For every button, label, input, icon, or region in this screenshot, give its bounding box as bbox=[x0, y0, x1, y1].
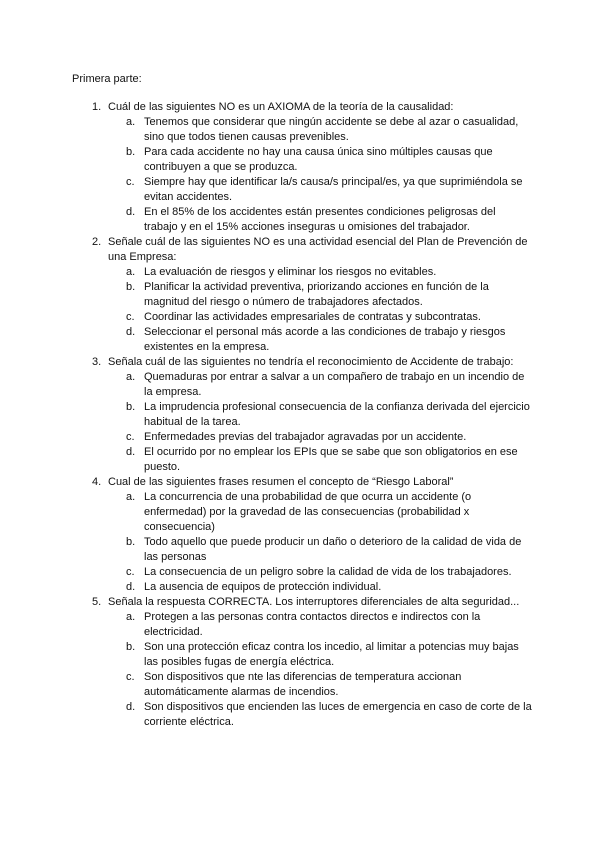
option-d bbox=[108, 445, 532, 475]
option-b bbox=[108, 145, 532, 175]
option-list bbox=[108, 490, 532, 595]
option-list bbox=[108, 370, 532, 475]
option-text: Para cada accidente no hay una causa única sino múltiples causas que contribuyen a que se produzca. bbox=[144, 146, 493, 173]
option-text: Seleccionar el personal más acorde a las condiciones de trabajo y riesgos existentes en la empresa. bbox=[144, 326, 506, 353]
option-letter: d. bbox=[126, 581, 136, 593]
option-d bbox=[108, 700, 532, 730]
question-3 bbox=[72, 355, 532, 475]
option-a bbox=[108, 610, 532, 640]
option-c bbox=[108, 670, 532, 700]
option-c bbox=[108, 175, 532, 205]
option-letter: b. bbox=[126, 401, 136, 413]
question-5 bbox=[72, 595, 532, 730]
option-b bbox=[108, 640, 532, 670]
option-list bbox=[108, 115, 532, 235]
option-list bbox=[108, 265, 532, 355]
option-text: Son dispositivos que nte las diferencias de temperatura accionan automáticamente alarmas de incendios. bbox=[144, 671, 462, 698]
option-letter: b. bbox=[126, 536, 136, 548]
option-letter: a. bbox=[126, 611, 136, 623]
option-b bbox=[108, 280, 532, 310]
option-letter: c. bbox=[126, 311, 135, 323]
option-d bbox=[108, 325, 532, 355]
option-text: Planificar la actividad preventiva, priorizando acciones en función de la magnitud del riesgo o número de trabajadores afectados. bbox=[144, 281, 489, 308]
question-4 bbox=[72, 475, 532, 595]
option-list bbox=[108, 610, 532, 730]
option-text: Todo aquello que puede producir un daño o deterioro de la calidad de vida de las personas bbox=[144, 536, 522, 563]
question-1 bbox=[72, 100, 532, 235]
question-text: Señala cuál de las siguientes no tendría el reconocimiento de Accidente de trabajo: bbox=[108, 356, 514, 368]
option-letter: c. bbox=[126, 671, 135, 683]
option-text: Enfermedades previas del trabajador agravadas por un accidente. bbox=[144, 431, 467, 443]
option-letter: d. bbox=[126, 701, 136, 713]
option-d bbox=[108, 205, 532, 235]
option-a bbox=[108, 265, 532, 280]
question-text: Cual de las siguientes frases resumen el concepto de “Riesgo Laboral” bbox=[108, 476, 454, 488]
question-text: Señale cuál de las siguientes NO es una actividad esencial del Plan de Prevención de una Empresa: bbox=[108, 236, 528, 263]
option-text: La ausencia de equipos de protección individual. bbox=[144, 581, 382, 593]
option-b bbox=[108, 400, 532, 430]
option-a bbox=[108, 115, 532, 145]
question-number: 5. bbox=[92, 596, 102, 608]
option-text: Coordinar las actividades empresariales de contratas y subcontratas. bbox=[144, 311, 481, 323]
question-number: 3. bbox=[92, 356, 102, 368]
question-number: 1. bbox=[92, 101, 102, 113]
option-text: La consecuencia de un peligro sobre la calidad de vida de los trabajadores. bbox=[144, 566, 512, 578]
question-text: Señala la respuesta CORRECTA. Los interruptores diferenciales de alta seguridad... bbox=[108, 596, 520, 608]
option-text: Son una protección eficaz contra los incedio, al limitar a potencias muy bajas las posibles fugas de energía eléctrica. bbox=[144, 641, 519, 668]
option-letter: c. bbox=[126, 566, 135, 578]
option-a bbox=[108, 490, 532, 535]
option-text: En el 85% de los accidentes están presentes condiciones peligrosas del trabajo y en el 15% acciones inseguras u omisiones del trabajador. bbox=[144, 206, 496, 233]
option-letter: d. bbox=[126, 446, 136, 458]
question-text: Cuál de las siguientes NO es un AXIOMA de la teoría de la causalidad: bbox=[108, 101, 454, 113]
option-a bbox=[108, 370, 532, 400]
section-title: Primera parte: bbox=[72, 73, 142, 85]
option-letter: c. bbox=[126, 176, 135, 188]
option-text: Quemaduras por entrar a salvar a un compañero de trabajo en un incendio de la empresa. bbox=[144, 371, 525, 398]
option-text: El ocurrido por no emplear los EPIs que se sabe que son obligatorios en ese puesto. bbox=[144, 446, 518, 473]
option-text: La imprudencia profesional consecuencia de la confianza derivada del ejercicio habitual de la tarea. bbox=[144, 401, 530, 428]
option-letter: a. bbox=[126, 491, 136, 503]
option-d bbox=[108, 580, 532, 595]
option-text: Son dispositivos que encienden las luces de emergencia en caso de corte de la corriente eléctrica. bbox=[144, 701, 532, 728]
question-list bbox=[72, 100, 532, 730]
option-letter: a. bbox=[126, 371, 136, 383]
option-text: Tenemos que considerar que ningún accidente se debe al azar o casualidad, sino que todos tienen causas prevenibles. bbox=[144, 116, 519, 143]
option-text: Protegen a las personas contra contactos directos e indirectos con la electricidad. bbox=[144, 611, 481, 638]
option-c bbox=[108, 310, 532, 325]
option-letter: b. bbox=[126, 146, 136, 158]
option-letter: c. bbox=[126, 431, 135, 443]
option-letter: b. bbox=[126, 641, 136, 653]
option-text: La evaluación de riesgos y eliminar los riesgos no evitables. bbox=[144, 266, 437, 278]
option-letter: d. bbox=[126, 206, 136, 218]
question-number: 4. bbox=[92, 476, 102, 488]
option-letter: d. bbox=[126, 326, 136, 338]
option-b bbox=[108, 535, 532, 565]
option-text: Siempre hay que identificar la/s causa/s principal/es, ya que suprimiéndola se evitan accidentes. bbox=[144, 176, 523, 203]
option-text: La concurrencia de una probabilidad de que ocurra un accidente (o enfermedad) por la gravedad de las consecuencias (probabilidad x consecuencia) bbox=[144, 491, 472, 533]
option-c bbox=[108, 430, 532, 445]
question-number: 2. bbox=[92, 236, 102, 248]
question-2 bbox=[72, 235, 532, 355]
option-letter: b. bbox=[126, 281, 136, 293]
option-letter: a. bbox=[126, 116, 136, 128]
option-letter: a. bbox=[126, 266, 136, 278]
option-c bbox=[108, 565, 532, 580]
